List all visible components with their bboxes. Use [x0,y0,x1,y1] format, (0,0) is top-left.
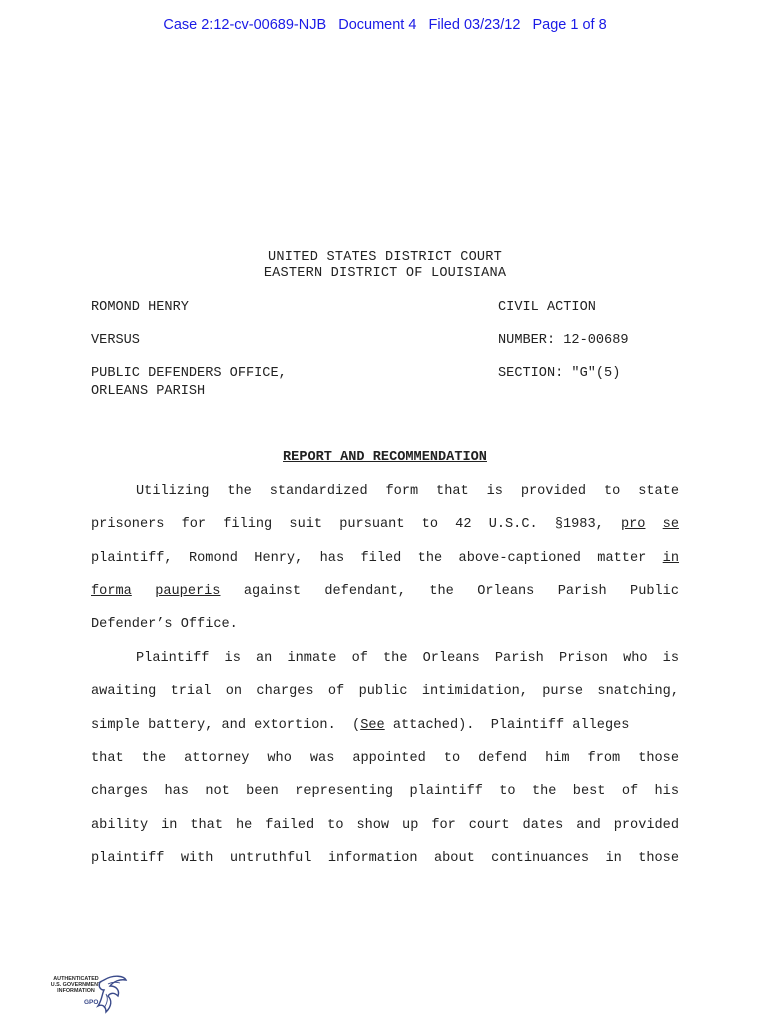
text-span: simple battery, and extortion. ( [91,718,361,733]
defendant-parish: ORLEANS PARISH [91,384,206,399]
paragraph-2-line [91,718,679,733]
court-name: UNITED STATES DISTRICT COURT [267,250,502,265]
paragraph-2-line: ability in that he failed to show up for court dates and provided [91,818,679,833]
paragraph-2-line: plaintiff with untruthful information about continuances in those [91,851,679,866]
italic-term-see: See [360,718,385,733]
gpo-text-line: AUTHENTICATED [53,976,99,982]
paragraph-2-line: charges has not been representing plaintiff to the best of his [91,784,679,799]
text-span: prisoners for filing suit pursuant to 42 U.S.C. §1983, [91,517,604,532]
gpo-text-line: INFORMATION [57,988,95,994]
case-section: SECTION: "G"(5) [498,366,621,381]
italic-term-se: se [662,517,679,532]
text-span: plaintiff, Romond Henry, has filed the above-captioned matter [91,551,647,566]
plaintiff-name: ROMOND HENRY [91,300,189,315]
defendant-name: PUBLIC DEFENDERS OFFICE, [91,366,287,381]
gpo-authentication-logo [44,972,128,1016]
paragraph-1-line: Defender’s Office. [91,617,238,632]
paragraph-1-line [91,551,679,566]
italic-term-in: in [662,551,679,566]
court-district: EASTERN DISTRICT OF LOUISIANA [263,266,507,281]
paragraph-2-line: Plaintiff is an inmate of the Orleans Parish Prison who is [136,651,679,666]
paragraph-2-line: that the attorney who was appointed to defend him from those [91,751,679,766]
gpo-mark: GPO [84,999,99,1006]
italic-term-forma: forma [91,584,132,599]
ecf-filing-stamp: Case 2:12-cv-00689-NJB Document 4 Filed 03/23/12 Page 1 of 8 [163,17,607,33]
paragraph-1-line [91,584,679,599]
italic-term-pro: pro [620,517,646,532]
gpo-eagle-icon [44,972,128,1016]
case-number: NUMBER: 12-00689 [498,333,629,348]
paragraph-1-line [91,517,679,532]
report-heading: REPORT AND RECOMMENDATION [283,450,487,465]
italic-term-pauperis: pauperis [155,584,221,599]
paragraph-2-line: awaiting trial on charges of public intimidation, purse snatching, [91,684,679,699]
text-span: against defendant, the Orleans Parish Public [243,584,679,599]
civil-action-label: CIVIL ACTION [498,300,596,315]
text-span: attached). Plaintiff alleges [384,718,630,733]
gpo-text-line: U.S. GOVERNMENT [50,982,102,988]
versus-label: VERSUS [91,333,140,348]
paragraph-1-line: Utilizing the standardized form that is provided to state [136,484,679,499]
